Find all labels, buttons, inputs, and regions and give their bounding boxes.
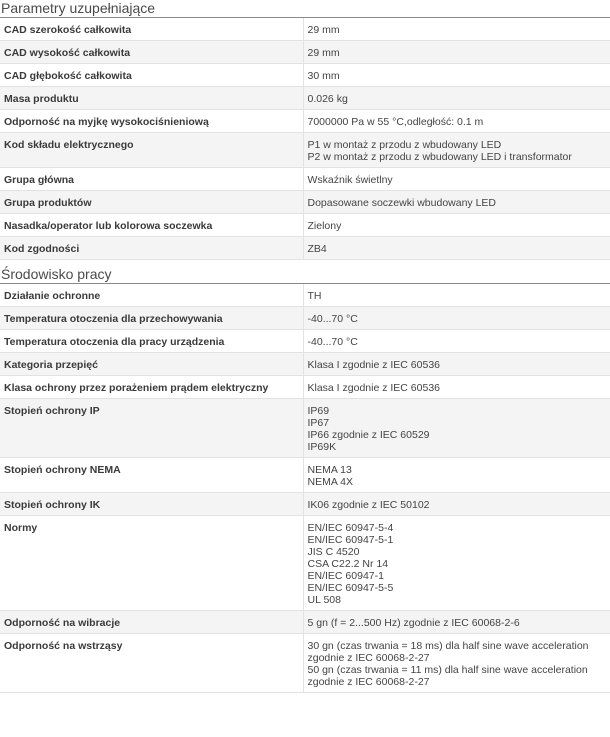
value-line: NEMA 4X [307,476,354,488]
row-value [303,168,610,191]
value-line: IK06 zgodnie z IEC 50102 [307,499,430,511]
row-label: Działanie ochronne [0,284,303,307]
table-row [0,214,610,237]
value-line: 0.026 kg [307,93,348,105]
value-line: -40...70 °C [307,336,358,348]
row-label: Odporność na myjkę wysokociśnieniową [0,110,303,133]
value-line: Zielony [307,220,342,232]
row-label: Grupa produktów [0,191,303,214]
table-row [0,353,610,376]
row-value [303,330,610,353]
row-value [303,284,610,307]
row-value [303,307,610,330]
table-row [0,611,610,634]
table-row [0,516,610,611]
row-value [303,214,610,237]
value-line: 30 gn (czas trwania = 18 ms) dla half sine wave acceleration [307,640,589,652]
value-line: IP66 zgodnie z IEC 60529 [307,429,430,441]
value-line: 29 mm [307,47,340,59]
row-value [303,64,610,87]
row-label: Temperatura otoczenia dla pracy urządzenia [0,330,303,353]
table-row [0,330,610,353]
row-value [303,41,610,64]
row-value [303,110,610,133]
value-line: 29 mm [307,24,340,36]
table-row [0,41,610,64]
value-line: IP69K [307,441,337,453]
row-value [303,237,610,260]
table-row [0,493,610,516]
row-label: Stopień ochrony IP [0,399,303,458]
row-value [303,18,610,41]
row-value [303,516,610,611]
table-row [0,87,610,110]
row-label: Normy [0,516,303,611]
table-row [0,458,610,493]
value-line: Wskaźnik świetlny [307,174,393,186]
row-value [303,191,610,214]
value-line: -40...70 °C [307,313,358,325]
value-line: 30 mm [307,70,340,82]
row-value [303,634,610,693]
value-line: EN/IEC 60947-5-4 [307,522,394,534]
row-label: Kategoria przepięć [0,353,303,376]
row-label: CAD głębokość całkowita [0,64,303,87]
table-row [0,376,610,399]
row-label: Stopień ochrony NEMA [0,458,303,493]
value-line: JIS C 4520 [307,546,360,558]
value-line: zgodnie z IEC 60068-2-27 [307,652,430,664]
row-label: Odporność na wstrząsy [0,634,303,693]
value-line: P1 w montaż z przodu z wbudowany LED [307,139,502,151]
value-line: Klasa I zgodnie z IEC 60536 [307,382,441,394]
row-value [303,399,610,458]
value-line: Klasa I zgodnie z IEC 60536 [307,359,441,371]
row-label: CAD szerokość całkowita [0,18,303,41]
table-row [0,237,610,260]
table-row [0,18,610,41]
row-label: Kod składu elektrycznego [0,133,303,168]
table-row [0,399,610,458]
table-row [0,634,610,693]
value-line: Dopasowane soczewki wbudowany LED [307,197,497,209]
section-title: Środowisko pracy [0,266,610,284]
value-line: CSA C22.2 Nr 14 [307,558,389,570]
value-line: P2 w montaż z przodu z wbudowany LED i transformator [307,151,572,163]
value-line: 5 gn (f = 2...500 Hz) zgodnie z IEC 60068-2-6 [307,617,520,629]
row-value [303,87,610,110]
table-row [0,284,610,307]
value-line: TH [307,290,322,302]
table-row [0,64,610,87]
row-label: Masa produktu [0,87,303,110]
value-line: EN/IEC 60947-5-5 [307,582,394,594]
row-value [303,133,610,168]
value-line: UL 508 [307,594,341,606]
row-label: Nasadka/operator lub kolorowa soczewka [0,214,303,237]
value-line: EN/IEC 60947-5-1 [307,534,394,546]
table-row [0,307,610,330]
row-value [303,611,610,634]
value-line: 50 gn (czas trwania = 11 ms) dla half sine wave acceleration [307,664,588,676]
table-row [0,133,610,168]
value-line: EN/IEC 60947-1 [307,570,384,582]
spec-table [0,284,610,693]
table-row [0,168,610,191]
value-line: 7000000 Pa w 55 °C,odległość: 0.1 m [307,116,484,128]
value-line: IP69 [307,405,330,417]
row-label: Stopień ochrony IK [0,493,303,516]
table-row [0,191,610,214]
value-line: zgodnie z IEC 60068-2-27 [307,676,430,688]
row-label: Klasa ochrony przez porażeniem prądem elektryczny [0,376,303,399]
table-row [0,110,610,133]
value-line: IP67 [307,417,330,429]
row-value [303,493,610,516]
row-value [303,376,610,399]
row-value [303,458,610,493]
row-label: Temperatura otoczenia dla przechowywania [0,307,303,330]
row-label: CAD wysokość całkowita [0,41,303,64]
row-label: Odporność na wibracje [0,611,303,634]
section-title: Parametry uzupełniające [0,0,610,18]
value-line: ZB4 [307,243,327,255]
row-value [303,353,610,376]
value-line: NEMA 13 [307,464,352,476]
row-label: Kod zgodności [0,237,303,260]
spec-table [0,18,610,260]
row-label: Grupa główna [0,168,303,191]
